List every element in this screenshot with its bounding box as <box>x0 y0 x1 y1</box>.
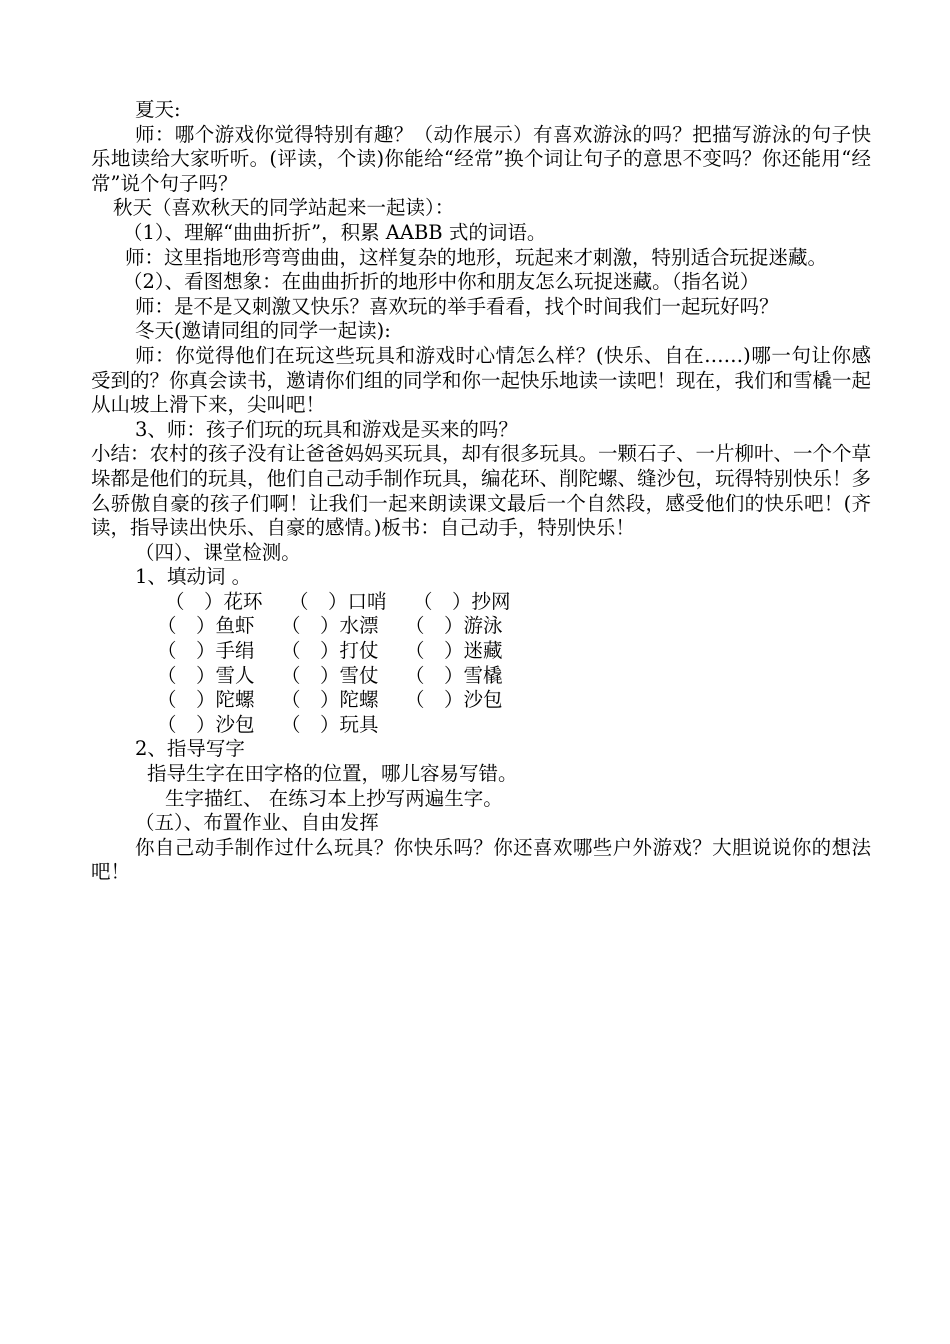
fill-blank-item: （ ）雪橇 <box>405 663 503 687</box>
fill-blank-item: （ ）打仗 <box>281 639 379 663</box>
fill-blank-item: （ ）雪人 <box>157 663 255 687</box>
autumn-item-1: （1）、理解“曲曲折折”，积累 AABB 式的词语。 <box>123 220 547 244</box>
fill-blank-item: （ ）水漂 <box>281 614 379 638</box>
fill-blank-row <box>91 590 871 615</box>
fill-blank-row <box>91 664 871 689</box>
fill-blank-row <box>91 688 871 713</box>
teacher-question-3: 3、师：孩子们玩的玩具和游戏是买来的吗？ <box>135 417 518 441</box>
summary-paragraph: 小结：农村的孩子没有让爸爸妈妈买玩具，却有很多玩具。一颗石子、一片柳叶、一个个草垛都是他们的玩具，他们自己动手制作玩具，编花环、削陀螺、缝沙包，玩得特别快乐！多么骄傲自豪的孩子们啊！让我们一起来朗读课文最后一个自然段，感受他们的快乐吧！(齐读，指导读出快乐、自豪的感情。)板书：自己动手，特别快乐！ <box>91 442 872 540</box>
section-2-heading: 2、指导写字 <box>135 737 245 761</box>
section-2-line-2: 生字描红、 在练习本上抄写两遍生字。 <box>165 786 503 810</box>
section-4-heading: （四）、课堂检测。 <box>135 540 301 564</box>
fill-blank-item: （ ）花环 <box>165 589 263 613</box>
autumn-teacher-question: 师：是不是又刺激又快乐？喜欢玩的举手看看，找个时间我们一起玩好吗？ <box>135 294 779 318</box>
fill-blank-item: （ ）玩具 <box>281 712 379 736</box>
fill-blank-row <box>91 639 871 664</box>
summer-teacher-paragraph: 师：哪个游戏你觉得特别有趣？（动作展示）有喜欢游泳的吗？把描写游泳的句子快乐地读给大家听听。(评读，个读)你能给“经常”换个词让句子的意思不变吗？你还能用“经常”说个句子吗？ <box>91 122 871 195</box>
homework-paragraph: 你自己动手制作过什么玩具？你快乐吗？你还喜欢哪些户外游戏？大胆说说你的想法吧！ <box>91 835 871 884</box>
fill-blank-item: （ ）手绢 <box>157 639 255 663</box>
winter-heading: 冬天(邀请同组的同学一起读): <box>135 319 391 343</box>
section-5-heading: （五）、布置作业、自由发挥 <box>135 811 379 835</box>
fill-blank-item: （ ）抄网 <box>413 589 511 613</box>
autumn-item-2: （2）、看图想象：在曲曲折折的地形中你和朋友怎么玩捉迷藏。（指名说） <box>123 270 760 294</box>
fill-blank-item: （ ）沙包 <box>405 688 503 712</box>
winter-teacher-paragraph: 师：你觉得他们在玩这些玩具和游戏时心情怎么样？(快乐、自在……)哪一句让你感受到的？你真会读书，邀请你们组的同学和你一起快乐地读一读吧！现在，我们和雪橇一起从山坡上滑下来，尖叫吧！ <box>91 343 872 417</box>
fill-blank-item: （ ）游泳 <box>405 614 503 638</box>
fill-blank-item: （ ）口哨 <box>289 589 387 613</box>
section-2-line-1: 指导生字在田字格的位置，哪儿容易写错。 <box>147 762 518 786</box>
fill-blank-row <box>91 713 871 738</box>
fill-blank-item: （ ）陀螺 <box>281 688 379 712</box>
fill-blank-item: （ ）陀螺 <box>157 688 255 712</box>
document-body <box>91 98 871 885</box>
fill-blank-item: （ ）雪仗 <box>281 663 379 687</box>
fill-verbs-heading: 1、填动词 。 <box>135 565 252 589</box>
autumn-teacher-paragraph: 师：这里指地形弯弯曲曲，这样复杂的地形，玩起来才刺激，特别适合玩捉迷藏。 <box>125 245 828 269</box>
summer-heading: 夏天: <box>135 98 181 121</box>
fill-blank-item: （ ）迷藏 <box>405 639 503 663</box>
fill-blank-item: （ ）鱼虾 <box>157 614 255 638</box>
fill-blank-item: （ ）沙包 <box>157 712 255 736</box>
autumn-heading: 秋天（喜欢秋天的同学站起来一起读）： <box>113 196 455 220</box>
fill-blank-row <box>91 614 871 639</box>
